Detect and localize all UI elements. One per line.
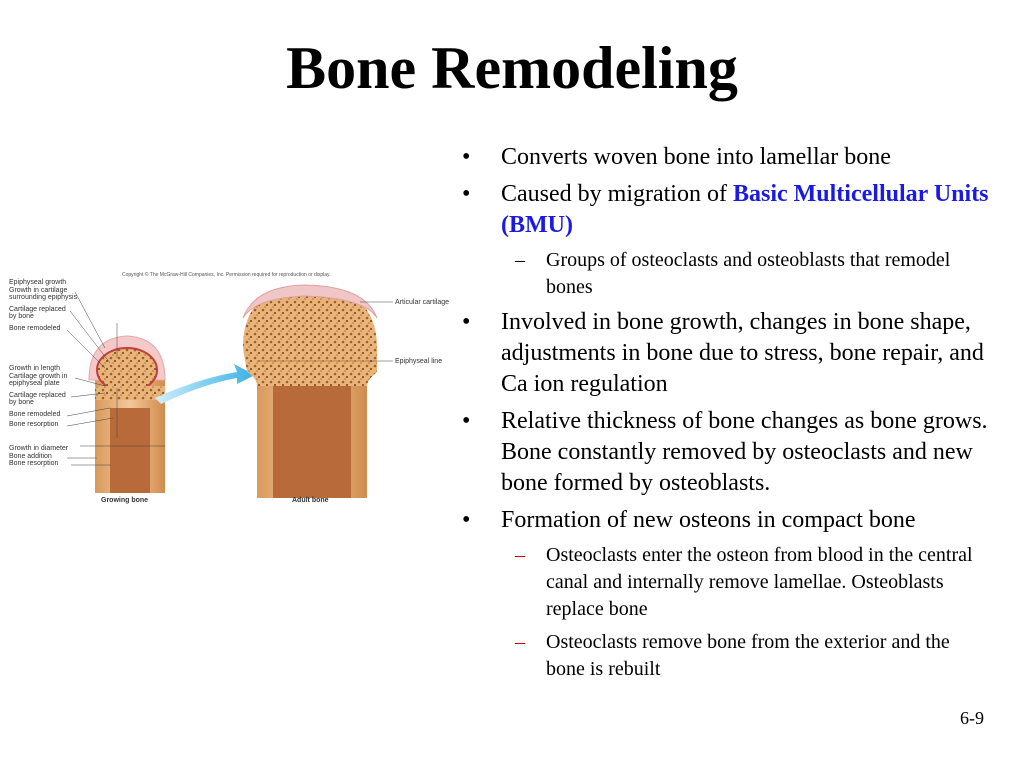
bullet-text: Converts woven bone into lamellar bone (501, 144, 891, 170)
figure-label: Bone resorption (9, 460, 59, 467)
figure-label: Growth in cartilage (9, 287, 68, 294)
sub-bullet-text: Osteoclasts remove bone from the exterior and the bone is rebuilt (546, 631, 950, 680)
figure-label: Growth in length (9, 365, 60, 372)
figure-label: by bone (9, 399, 34, 406)
bullet-item (462, 307, 992, 400)
sub-bullet-item (507, 247, 992, 301)
bullet-icon: • (462, 144, 471, 170)
adult-bone-illustration (243, 285, 377, 498)
bullet-icon: • (462, 309, 471, 335)
bullet-text: Involved in bone growth, changes in bone shape, adjustments in bone due to stress, bone repair, and Ca ion regulation (501, 309, 984, 397)
growth-arrow-icon (155, 364, 255, 404)
sub-bullet-item (507, 629, 992, 683)
growing-bone-illustration (89, 336, 165, 493)
bullet-item (462, 142, 992, 173)
bullet-icon: • (462, 507, 471, 533)
bullet-item (462, 179, 992, 241)
figure-label: Bone remodeled (9, 411, 61, 418)
bullet-text: Formation of new osteons in compact bone (501, 507, 916, 533)
figure-label: Epiphyseal line (395, 358, 443, 365)
figure-label: surrounding epiphysis (9, 294, 78, 301)
growing-bone-caption: Growing bone (101, 497, 149, 504)
figure-label: Cartilage growth in (9, 373, 68, 380)
figure-copyright: Copyright © The McGraw-Hill Companies, Inc. Permission required for reproduction or display. (122, 272, 331, 278)
figure-label: Bone resorption (9, 421, 59, 428)
sub-bullet-text: Osteoclasts enter the osteon from blood in the central canal and internally remove lamellae. Osteoblasts replace bone (546, 544, 973, 620)
figure-label: epiphyseal plate (9, 380, 60, 387)
figure-label: Epiphyseal growth (9, 279, 67, 286)
figure-label: Cartilage replaced (9, 392, 66, 399)
bone-remodeling-figure (5, 268, 460, 513)
bullet-icon: • (462, 181, 471, 207)
dash-icon: – (515, 631, 525, 653)
bullet-item (462, 505, 992, 536)
figure-label: Bone remodeled (9, 325, 61, 332)
dash-icon: – (515, 249, 525, 271)
figure-label: Bone addition (9, 453, 52, 460)
slide-title: Bone Remodeling (286, 35, 738, 101)
slide-number: 6-9 (960, 708, 984, 728)
bullet-item (462, 406, 992, 499)
adult-bone-caption: Adult bone (292, 497, 329, 504)
sub-bullet-item (507, 542, 992, 623)
figure-label: by bone (9, 313, 34, 320)
dash-icon: – (515, 544, 525, 566)
bullet-icon: • (462, 408, 471, 434)
sub-bullet-text: Groups of osteoclasts and osteoblasts that remodel bones (546, 249, 951, 298)
bmu-highlight: Basic Multicellular Units (BMU) (501, 181, 989, 238)
figure-label: Cartilage replaced (9, 306, 66, 313)
bullet-list (462, 142, 992, 689)
figure-label: Articular cartilage (395, 299, 450, 306)
bullet-text: Relative thickness of bone changes as bone grows. Bone constantly removed by osteoclasts and new bone formed by osteoblasts. (501, 408, 988, 496)
bullet-text: Caused by migration of (501, 181, 733, 207)
figure-label: Growth in diameter (9, 445, 69, 452)
